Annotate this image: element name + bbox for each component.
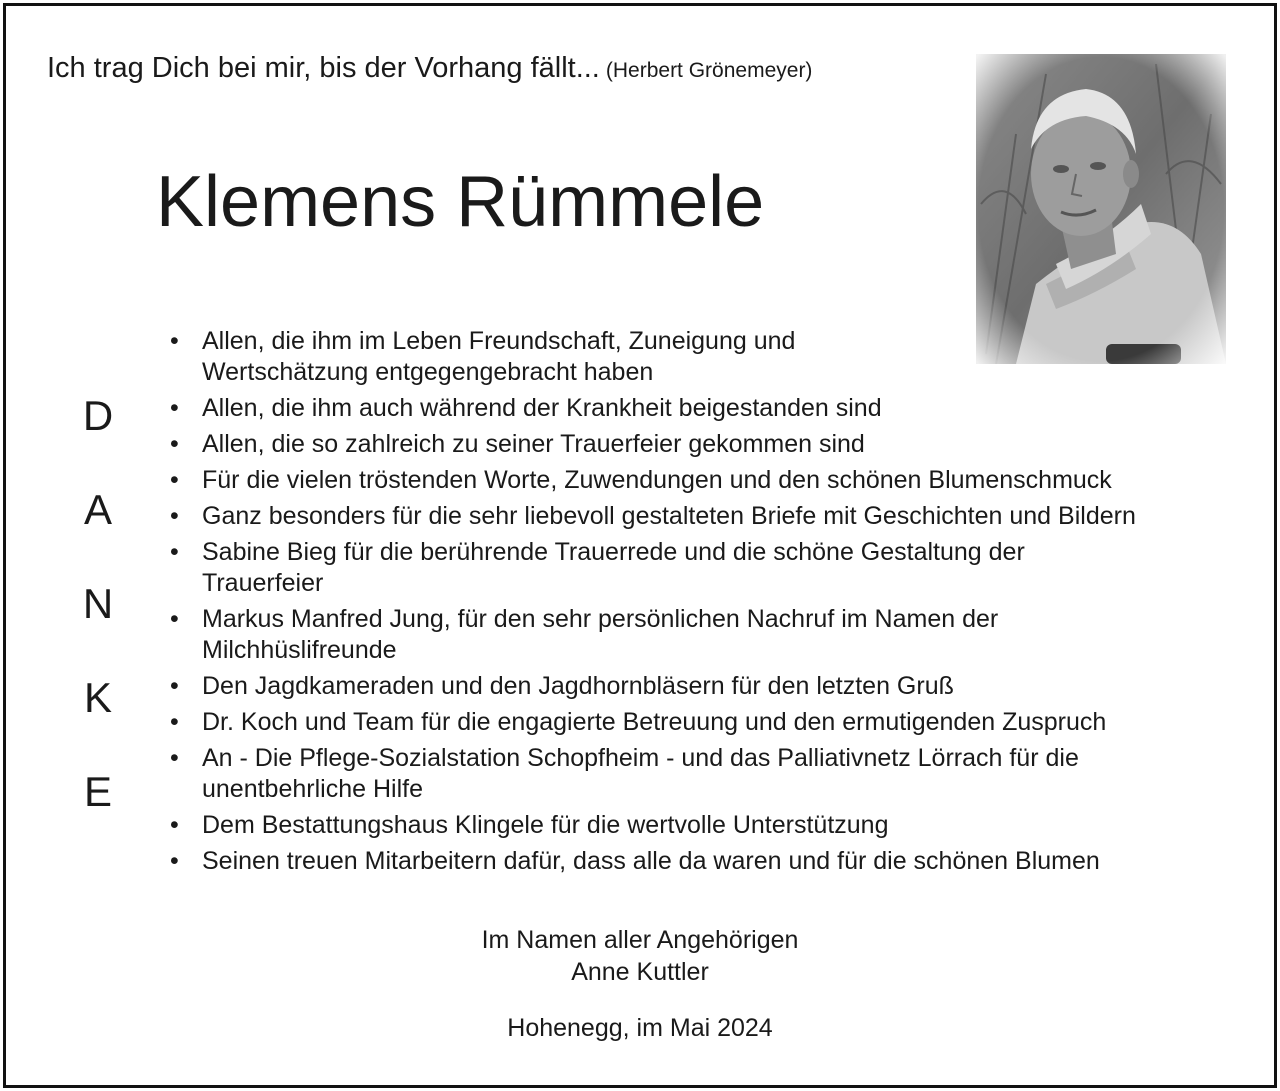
thanks-item: • Allen, die so zahlreich zu seiner Trauerfeier gekommen sind bbox=[170, 429, 1250, 460]
danke-vertical-word bbox=[72, 392, 124, 865]
thanks-item: • Seinen treuen Mitarbeitern dafür, dass alle da waren und für die schönen Blumen bbox=[170, 846, 1250, 877]
deceased-name: Klemens Rümmele bbox=[156, 162, 765, 242]
thanks-item: • Sabine Bieg für die berührende Trauerrede und die schöne Gestaltung der Trauerfeier bbox=[170, 537, 1250, 599]
signature-line-2: Anne Kuttler bbox=[571, 958, 709, 986]
thanks-item: • Für die vielen tröstenden Worte, Zuwendungen und den schönen Blumenschmuck bbox=[170, 465, 1250, 496]
thanks-item: • Allen, die ihm auch während der Krankheit beigestanden sind bbox=[170, 393, 1250, 424]
danke-letter: D bbox=[82, 392, 114, 439]
signature-block bbox=[0, 924, 1280, 988]
portrait-photo bbox=[976, 54, 1226, 364]
thanks-item: • Ganz besonders für die sehr liebevoll gestalteten Briefe mit Geschichten und Bildern bbox=[170, 501, 1250, 532]
signature-line-1: Im Namen aller Angehörigen bbox=[481, 926, 799, 954]
thanks-item: • Dr. Koch und Team für die engagierte Betreuung und den ermutigenden Zuspruch bbox=[170, 707, 1250, 738]
quote-author: (Herbert Grönemeyer) bbox=[605, 59, 813, 82]
danke-letter: N bbox=[82, 580, 114, 627]
thanks-item: • An - Die Pflege-Sozialstation Schopfheim - und das Palliativnetz Lörrach für die unentbehrliche Hilfe bbox=[170, 743, 1250, 805]
thanks-item: • Den Jagdkameraden und den Jagdhornbläsern für den letzten Gruß bbox=[170, 671, 1250, 702]
danke-letter: E bbox=[83, 768, 112, 815]
thanks-item: • Dem Bestattungshaus Klingele für die wertvolle Unterstützung bbox=[170, 810, 1250, 841]
portrait-photo-icon bbox=[976, 54, 1226, 364]
danke-letter: K bbox=[83, 674, 112, 721]
thanks-item: • Markus Manfred Jung, für den sehr persönlichen Nachruf im Namen der Milchhüslifreunde bbox=[170, 604, 1250, 666]
danke-letter: A bbox=[83, 486, 112, 533]
quote-text: Ich trag Dich bei mir, bis der Vorhang fällt... bbox=[47, 52, 600, 84]
thanks-list bbox=[170, 326, 1250, 882]
place-date: Hohenegg, im Mai 2024 bbox=[507, 1014, 773, 1042]
quote-line bbox=[47, 50, 812, 89]
thanks-item: • Allen, die ihm im Leben Freundschaft, Zuneigung und Wertschätzung entgegengebracht haben bbox=[170, 326, 1250, 388]
